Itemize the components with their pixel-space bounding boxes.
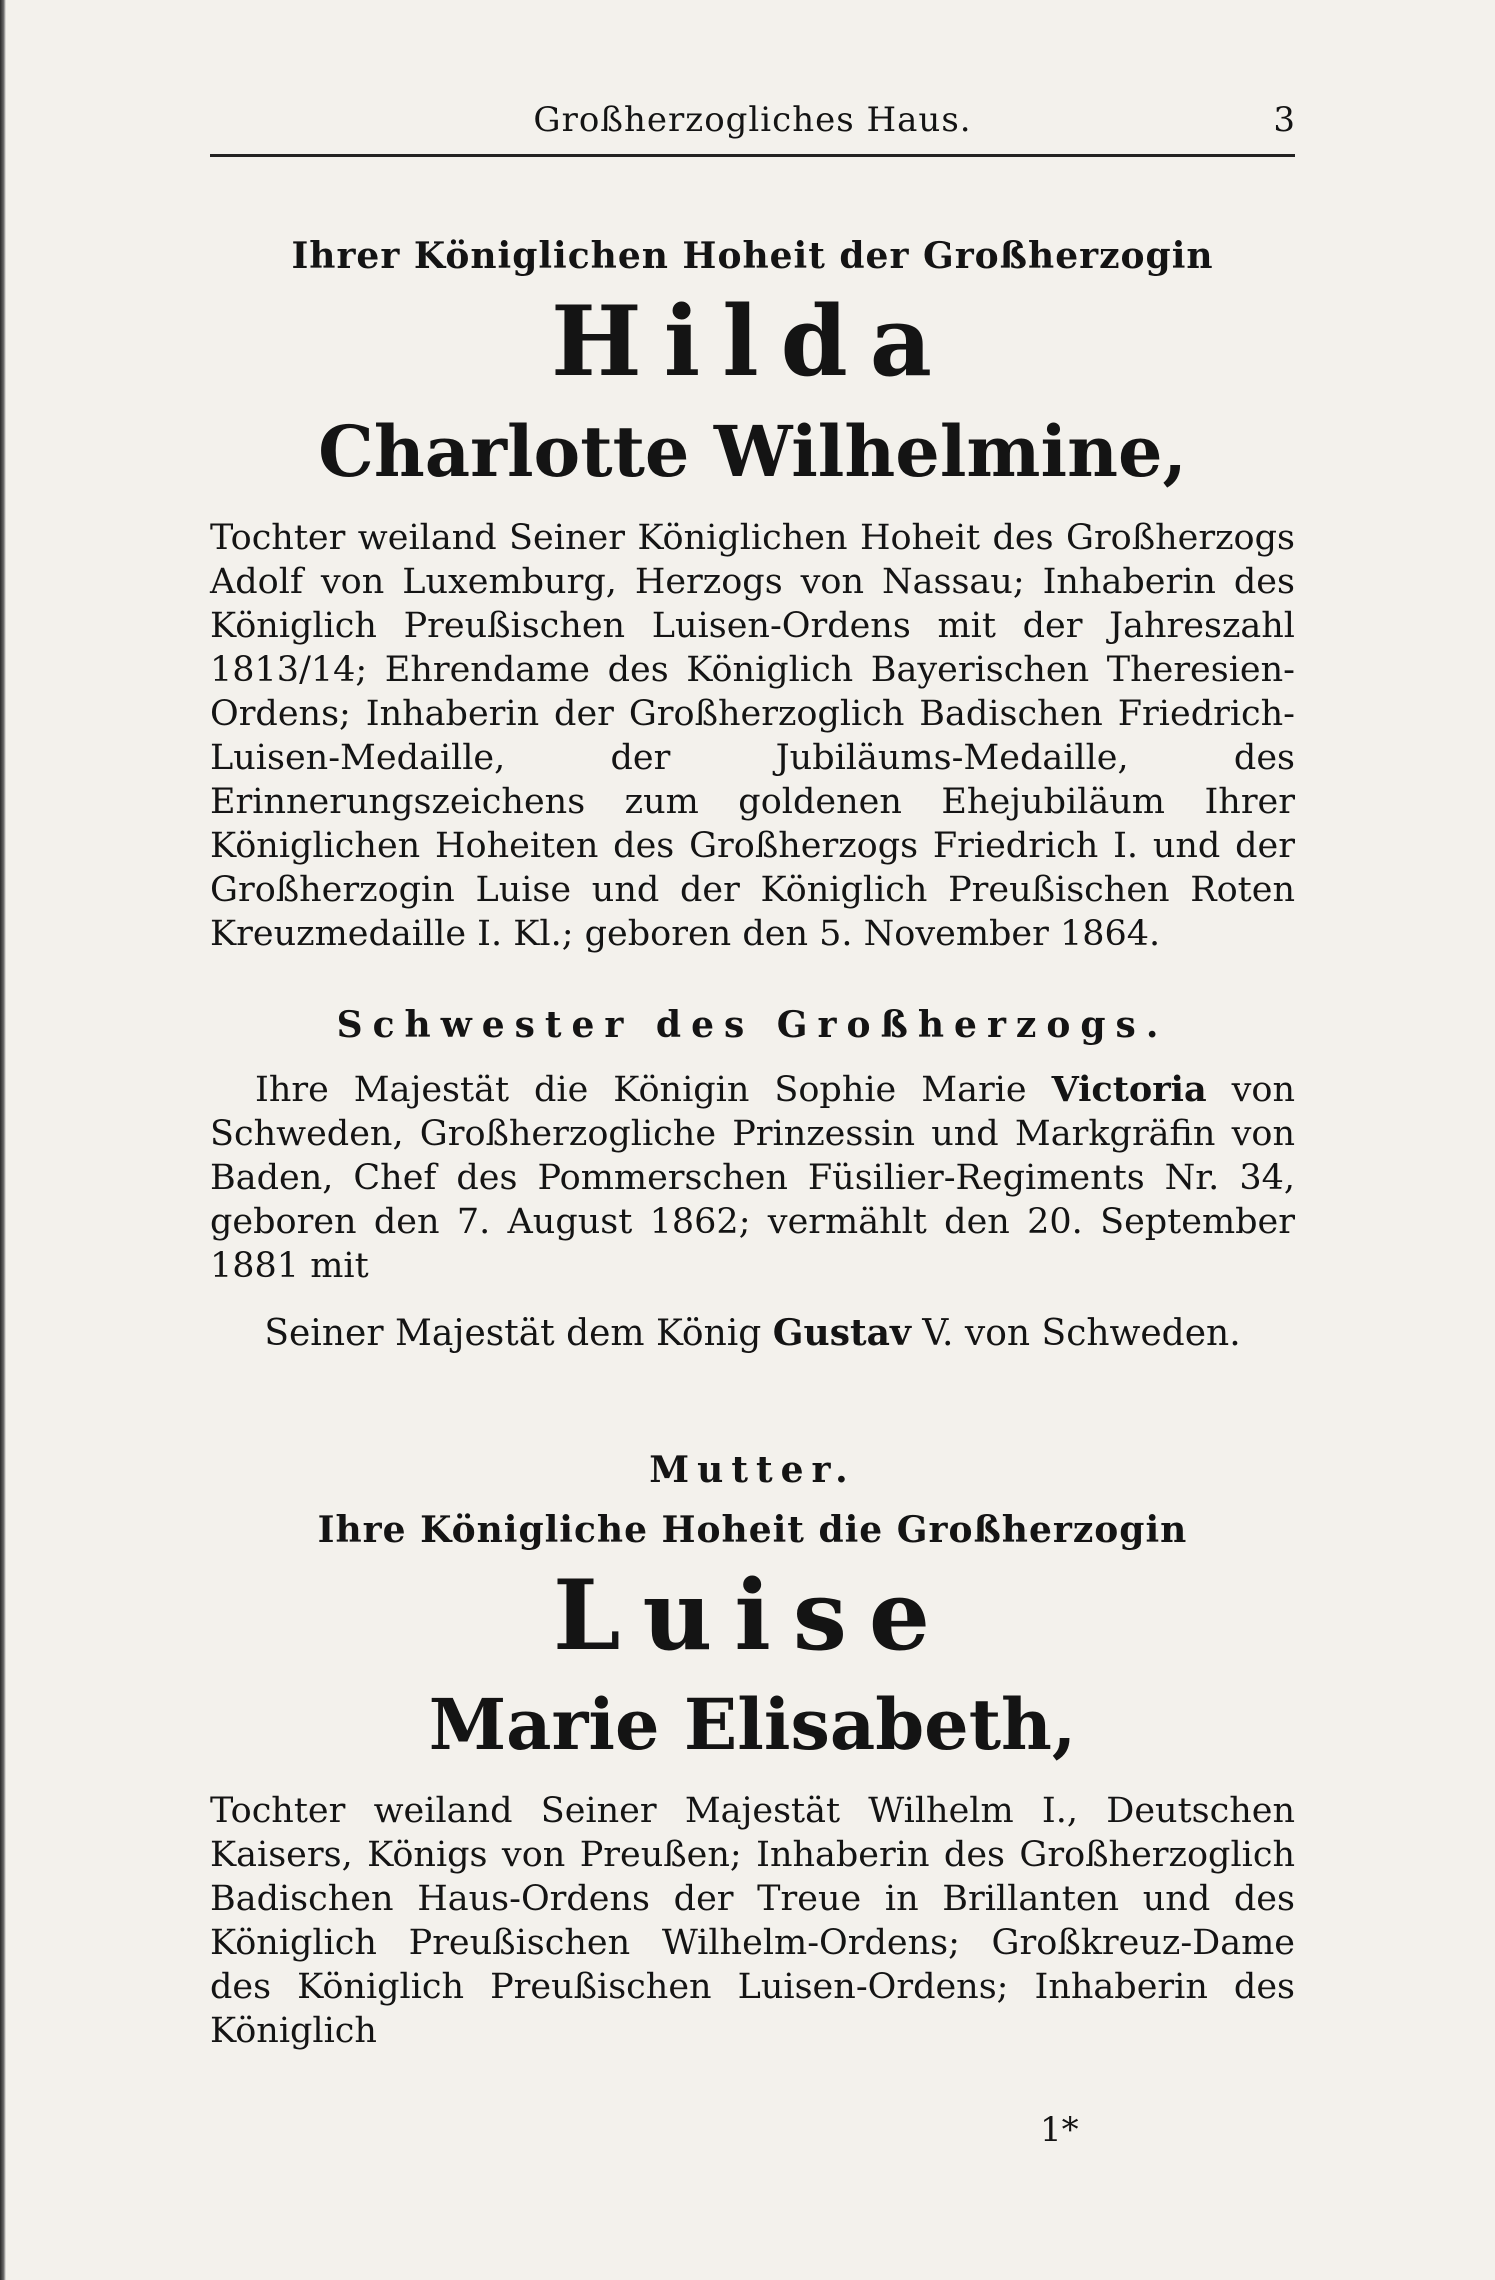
hilda-name: Hilda (551, 285, 954, 398)
page-number: 3 (1273, 100, 1295, 140)
spouse-text-after: V. von Schweden. (910, 1312, 1241, 1354)
schwester-text-before: Ihre Majestät die Königin Sophie Marie (255, 1069, 1052, 1110)
hilda-given-names: Charlotte Wilhelmine, (318, 409, 1187, 493)
schwester-name: Victoria (1051, 1068, 1207, 1110)
schwester-paragraph (210, 1068, 1295, 1288)
hilda-biography: Tochter weiland Seiner Königlichen Hoheit des Großherzogs Adolf von Luxemburg, Herzogs von Nassau; Inhaberin des Königlich Preußischen Luisen-Ordens mit der Jahreszahl 1813/14; Ehrendame des Königlich Bayerischen Theresien-Ordens; Inhaberin der Großherzoglich Badischen Friedrich-Luisen-Medaille, der Jubiläums-Medaille, des Erinnerungszeichens zum goldenen Ehejubiläum Ihrer Königlichen Hoheiten des Großherzogs Friedrich I. und der Großherzogin Luise und der Königlich Preußischen Roten Kreuzmedaille I. Kl.; geboren den 5. November 1864. (210, 517, 1295, 954)
signature-mark: 1* (1040, 2110, 1079, 2150)
section-heading-schwester: Schwester des Großherzogs. (336, 1003, 1169, 1046)
section-heading-mutter: Mutter. (649, 1448, 856, 1491)
spouse-name: Gustav (772, 1311, 911, 1354)
running-title: Großherzogliches Haus. (533, 100, 972, 140)
mutter-given-names: Marie Elisabeth, (428, 1683, 1077, 1767)
hilda-intro: Ihrer Königlichen Hoheit der Großherzogin (291, 235, 1214, 277)
page-edge-shadow (0, 0, 6, 2280)
spouse-text-before: Seiner Majestät dem König (264, 1312, 773, 1354)
schwester-spouse-line (210, 1312, 1295, 1354)
mutter-intro: Ihre Königliche Hoheit die Großherzogin (317, 1508, 1188, 1551)
schwester-text-after: von Schweden, Großherzogliche Prinzessin und Markgräfin von Baden, Chef des Pommerschen Füsilier-Regiments Nr. 34, geboren den 7. August 1862; vermählt den 20. September 1881 mit (210, 1069, 1295, 1286)
mutter-name: Luise (553, 1558, 952, 1672)
page-content (210, 235, 1295, 2053)
mutter-biography: Tochter weiland Seiner Majestät Wilhelm I., Deutschen Kaisers, Königs von Preußen; Inhaberin des Großherzoglich Badischen Haus-Ordens der Treue in Brillanten und des Königlich Preußischen Wilhelm-Ordens; Großkreuz-Dame des Königlich Preußischen Luisen-Ordens; Inhaberin des Königlich (210, 1791, 1295, 2052)
page-header (210, 100, 1295, 157)
